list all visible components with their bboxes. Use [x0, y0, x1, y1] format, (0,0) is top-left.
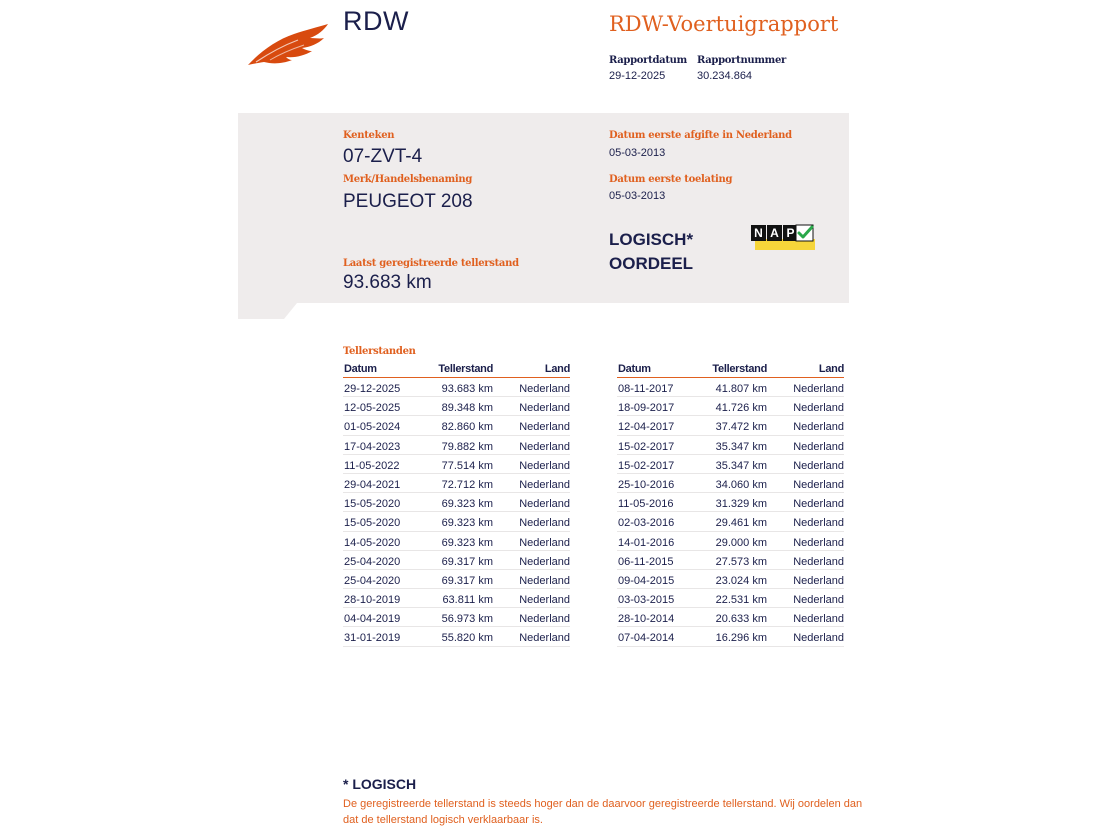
nap-letters	[751, 225, 799, 243]
cell-odometer: 34.060 km	[715, 478, 767, 491]
table-row	[617, 512, 844, 531]
brand-name: RDW	[343, 6, 409, 36]
vehicle-summary-panel	[238, 113, 849, 319]
make-value: PEUGEOT 208	[343, 191, 473, 212]
footnote-title: * LOGISCH	[343, 776, 417, 792]
table-row	[343, 397, 570, 416]
cell-country: Nederland	[519, 459, 570, 472]
table-row	[343, 627, 570, 646]
table-header	[617, 363, 844, 378]
cell-country: Nederland	[519, 440, 570, 453]
cell-date: 06-11-2015	[618, 555, 674, 568]
cell-country: Nederland	[519, 613, 570, 626]
cell-date: 07-04-2014	[618, 632, 675, 645]
cell-odometer: 72.712 km	[441, 478, 493, 491]
cell-date: 09-04-2015	[618, 574, 675, 587]
first-admission-label: Datum eerste toelating	[609, 174, 733, 185]
cell-odometer: 22.531 km	[715, 594, 767, 607]
cell-date: 29-04-2021	[344, 478, 401, 491]
table-row	[343, 493, 570, 512]
cell-odometer: 69.323 km	[441, 517, 493, 530]
cell-country: Nederland	[519, 478, 570, 491]
cell-date: 29-12-2025	[344, 383, 401, 395]
cell-country: Nederland	[793, 478, 844, 491]
cell-date: 15-02-2017	[618, 440, 675, 453]
cell-country: Nederland	[793, 536, 844, 549]
cell-odometer: 77.514 km	[441, 459, 493, 472]
column-header-date: Datum	[344, 363, 377, 375]
table-row	[343, 512, 570, 531]
cell-country: Nederland	[793, 632, 844, 645]
report-number-label: Rapportnummer	[697, 55, 786, 66]
odometer-section-title: Tellerstanden	[343, 346, 416, 357]
cell-odometer: 55.820 km	[441, 632, 493, 645]
cell-country: Nederland	[519, 574, 570, 587]
cell-date: 12-05-2025	[344, 402, 401, 415]
verdict-line-1: LOGISCH*	[609, 230, 694, 249]
cell-country: Nederland	[793, 555, 844, 568]
cell-date: 15-05-2020	[344, 498, 401, 511]
cell-country: Nederland	[519, 383, 570, 395]
cell-country: Nederland	[793, 383, 844, 395]
cell-odometer: 35.347 km	[715, 440, 767, 453]
cell-date: 28-10-2014	[618, 613, 675, 626]
cell-date: 08-11-2017	[618, 383, 674, 395]
last-odometer-label: Laatst geregistreerde tellerstand	[343, 258, 519, 269]
table-row	[617, 532, 844, 551]
cell-country: Nederland	[793, 459, 844, 472]
cell-odometer: 41.726 km	[715, 402, 767, 415]
table-row	[617, 455, 844, 474]
cell-odometer: 29.461 km	[715, 517, 767, 530]
nap-letter: A	[767, 225, 782, 241]
last-odometer-value: 93.683 km	[343, 272, 432, 293]
cell-date: 25-04-2020	[344, 555, 401, 568]
table-row	[343, 589, 570, 608]
column-header-odometer: Tellerstand	[712, 363, 767, 375]
table-row	[343, 532, 570, 551]
cell-odometer: 16.296 km	[715, 632, 767, 645]
cell-country: Nederland	[793, 594, 844, 607]
cell-date: 25-10-2016	[618, 478, 675, 491]
column-header-odometer: Tellerstand	[438, 363, 493, 375]
cell-country: Nederland	[519, 402, 570, 415]
table-row	[617, 493, 844, 512]
cell-odometer: 27.573 km	[715, 555, 767, 568]
cell-date: 18-09-2017	[618, 402, 675, 415]
report-date-label: Rapportdatum	[609, 55, 687, 66]
cell-odometer: 93.683 km	[441, 383, 493, 395]
cell-date: 25-04-2020	[344, 574, 401, 587]
cell-country: Nederland	[519, 536, 570, 549]
cell-odometer: 56.973 km	[441, 613, 493, 626]
cell-date: 12-04-2017	[618, 421, 675, 434]
table-row	[617, 551, 844, 570]
footnote-text: De geregistreerde tellerstand is steeds hoger dan de daarvoor geregistreerde tellerstand. Wij oordelen dan dat de tellerstand logisch verklaarbaar is.	[343, 798, 863, 826]
cell-date: 14-01-2016	[618, 536, 675, 549]
table-header	[343, 363, 570, 378]
cell-country: Nederland	[793, 574, 844, 587]
cell-country: Nederland	[793, 517, 844, 530]
cell-odometer: 69.323 km	[441, 536, 493, 549]
first-issue-nl-value: 05-03-2013	[609, 147, 666, 159]
cell-country: Nederland	[519, 555, 570, 568]
table-row	[343, 436, 570, 455]
odometer-table-right	[617, 363, 844, 647]
cell-date: 04-04-2019	[344, 613, 401, 626]
cell-odometer: 63.811 km	[442, 594, 493, 607]
report-title: RDW-Voertuigrapport	[609, 12, 839, 36]
plate-label: Kenteken	[343, 130, 395, 141]
table-row	[343, 455, 570, 474]
cell-date: 01-05-2024	[344, 421, 401, 434]
table-row	[617, 570, 844, 589]
cell-country: Nederland	[793, 440, 844, 453]
cell-odometer: 69.317 km	[441, 574, 493, 587]
table-row	[617, 378, 844, 397]
cell-date: 11-05-2022	[344, 459, 400, 472]
table-row	[617, 397, 844, 416]
cell-country: Nederland	[519, 517, 570, 530]
report-date: 29-12-2025	[609, 70, 666, 82]
table-row	[343, 378, 570, 397]
check-icon	[795, 223, 815, 243]
table-row	[617, 416, 844, 435]
cell-odometer: 82.860 km	[441, 421, 493, 434]
table-row	[617, 474, 844, 493]
cell-country: Nederland	[519, 632, 570, 645]
rdw-logo-icon	[246, 22, 330, 68]
cell-date: 28-10-2019	[344, 594, 401, 607]
cell-date: 11-05-2016	[618, 498, 674, 511]
cell-odometer: 41.807 km	[715, 383, 767, 395]
first-issue-nl-label: Datum eerste afgifte in Nederland	[609, 130, 792, 141]
cell-date: 17-04-2023	[344, 440, 401, 453]
cell-date: 15-02-2017	[618, 459, 675, 472]
first-admission-value: 05-03-2013	[609, 190, 666, 202]
cell-country: Nederland	[519, 421, 570, 434]
table-row	[343, 474, 570, 493]
cell-country: Nederland	[519, 594, 570, 607]
cell-odometer: 89.348 km	[441, 402, 493, 415]
table-row	[343, 570, 570, 589]
nap-badge	[751, 225, 815, 251]
table-row	[617, 436, 844, 455]
cell-country: Nederland	[793, 613, 844, 626]
table-body	[617, 378, 844, 647]
cell-country: Nederland	[793, 498, 844, 511]
table-row	[343, 608, 570, 627]
cell-odometer: 31.329 km	[715, 498, 767, 511]
cell-date: 02-03-2016	[618, 517, 675, 530]
cell-date: 31-01-2019	[344, 632, 401, 645]
column-header-country: Land	[818, 363, 844, 375]
verdict	[609, 228, 693, 276]
table-row	[617, 608, 844, 627]
cell-country: Nederland	[793, 421, 844, 434]
table-row	[343, 551, 570, 570]
odometer-table-left	[343, 363, 570, 647]
cell-odometer: 29.000 km	[715, 536, 767, 549]
table-body	[343, 378, 570, 647]
make-label: Merk/Handelsbenaming	[343, 174, 473, 185]
nap-letter: P	[783, 225, 798, 241]
cell-date: 14-05-2020	[344, 536, 401, 549]
cell-odometer: 20.633 km	[715, 613, 767, 626]
verdict-line-2: OORDEEL	[609, 254, 694, 273]
cell-odometer: 23.024 km	[715, 574, 767, 587]
cell-country: Nederland	[519, 498, 570, 511]
table-row	[343, 416, 570, 435]
cell-odometer: 69.317 km	[441, 555, 493, 568]
column-header-date: Datum	[618, 363, 651, 375]
cell-date: 15-05-2020	[344, 517, 401, 530]
plate-value: 07-ZVT-4	[343, 146, 423, 167]
cell-odometer: 79.882 km	[441, 440, 493, 453]
cell-odometer: 37.472 km	[715, 421, 767, 434]
table-row	[617, 627, 844, 646]
cell-odometer: 69.323 km	[441, 498, 493, 511]
nap-letter: N	[751, 225, 766, 241]
cell-date: 03-03-2015	[618, 594, 675, 607]
column-header-country: Land	[544, 363, 570, 375]
cell-odometer: 35.347 km	[715, 459, 767, 472]
report-number: 30.234.864	[697, 70, 753, 82]
cell-country: Nederland	[793, 402, 844, 415]
table-row	[617, 589, 844, 608]
